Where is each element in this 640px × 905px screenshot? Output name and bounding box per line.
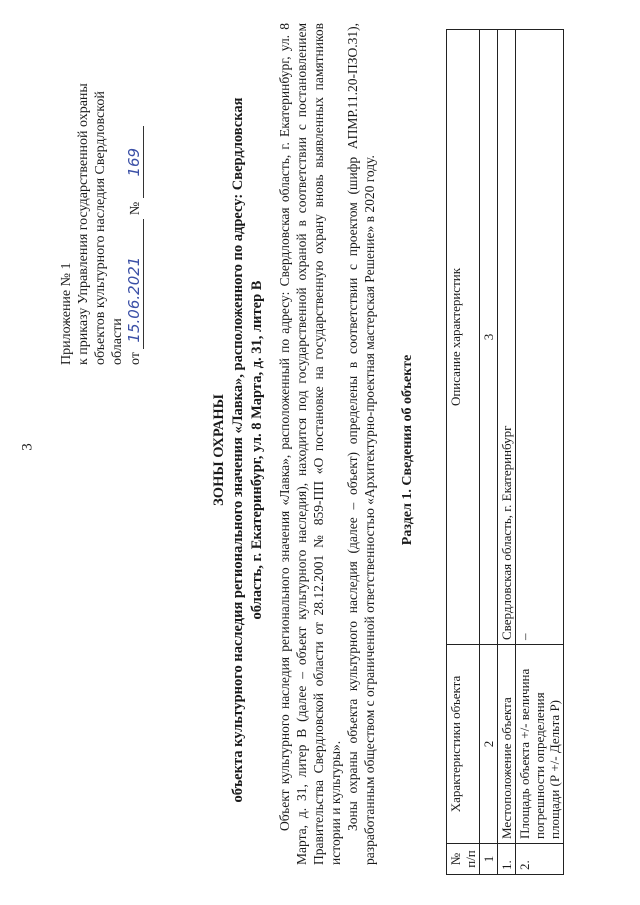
- handwritten-number: 169: [126, 126, 144, 198]
- header-cell: Характеристики объекта: [447, 645, 480, 844]
- index-cell: 2: [480, 645, 498, 844]
- from-label: от: [128, 352, 143, 365]
- object-info-table: [446, 29, 564, 875]
- paragraph-2: Зоны охраны объекта культурного наследия (далее – объект) определены в соответствии с проектом (шифр АПМР.11.20-ПЗО.31), разработанным обществом с ограниченной ответственностью «Архитектурно-проектная мастерская Решение» в 2020 году.: [345, 23, 377, 865]
- order-date-row: [125, 126, 143, 365]
- appendix-line-4: области: [110, 318, 125, 365]
- table-row: [516, 30, 564, 875]
- document-page: [48, 15, 640, 885]
- paragraph-1: Объект культурного наследия регионального значения «Лавка», расположенный по адресу: Свердловская область, г. Екатеринбург, ул. 8 Марта, д. 31, литер В (далее – объект культурного наследия), находится под государственной охраной в соответствии с постановлением Правительства Свердловской области от 28.12.2001 № 859-ПП «О постановке на государственную охрану вновь выявленных памятников истории и культуры».: [277, 23, 343, 865]
- appendix-line-3: объектов культурного наследия Свердловской: [93, 91, 108, 365]
- handwritten-date: 15.06.2021: [126, 219, 144, 349]
- header-cell: Описание характеристик: [447, 30, 480, 645]
- title-line-2: объекта культурного наследия регионального значения «Лавка», расположенного по адресу: Свердловская: [230, 97, 246, 803]
- section-title: Раздел 1. Сведения об объекте: [400, 354, 415, 546]
- number-label: №: [128, 201, 143, 216]
- title-line-1: ЗОНЫ ОХРАНЫ: [211, 394, 227, 506]
- appendix-line-2: к приказу Управления государственной охраны: [76, 83, 91, 365]
- index-cell: 3: [480, 30, 498, 645]
- page-number: 3: [19, 443, 36, 451]
- table-row: [498, 30, 516, 875]
- table-cell: Площадь объекта +/- величина погрешности определения площади (Р +/- Дельта Р): [516, 645, 564, 844]
- index-cell: 1: [480, 844, 498, 875]
- table-cell: Свердловская область, г. Екатеринбург: [498, 30, 516, 645]
- table-header-row: [447, 30, 480, 875]
- header-cell: № п/п: [447, 844, 480, 875]
- document-title: [210, 15, 267, 885]
- appendix-line-1: Приложение № 1: [59, 262, 74, 365]
- body-text: [276, 23, 378, 865]
- appendix-header: [58, 45, 144, 365]
- table-cell: Местоположение объекта: [498, 645, 516, 844]
- table-cell: –: [516, 30, 564, 645]
- table-index-row: [480, 30, 498, 875]
- title-line-3: область, г. Екатеринбург, ул. 8 Марта, д. 31, литер В: [249, 280, 265, 620]
- table-cell: 2.: [516, 844, 564, 875]
- table-cell: 1.: [498, 844, 516, 875]
